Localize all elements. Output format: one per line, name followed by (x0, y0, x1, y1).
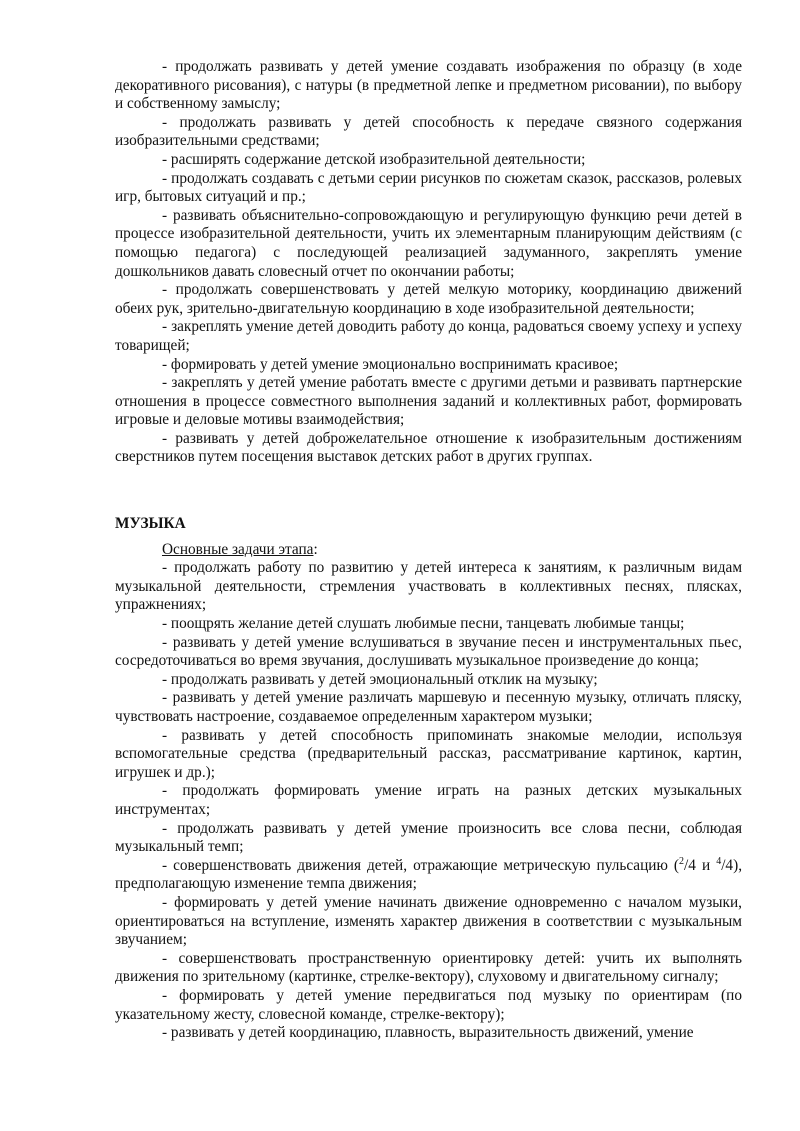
list-item: - поощрять желание детей слушать любимые песни, танцевать любимые танцы; (162, 615, 685, 633)
list-item: - продолжать создавать с детьми серии рисунков по сюжетам сказок, рассказов, ролевых игр, бытовых ситуаций и пр.; (115, 169, 742, 206)
meter-fraction-1-numerator: 2 (679, 855, 685, 867)
list-item: - продолжать развивать у детей умение создавать изображения по образцу (в ходе декоративного рисования), с натуры (в предметной лепке и предметном рисовании), по выбору и собственному замыслу; (115, 58, 742, 113)
list-item: - развивать у детей умение вслушиваться в звучание песен и инструментальных пьес, сосредоточиваться во время звучания, дослушивать музыкальное произведение до конца; (115, 633, 742, 670)
meter-fraction-2-denominator: /4 (721, 856, 734, 874)
meter-fraction-2-numerator: 4 (716, 855, 722, 867)
section-gap (115, 467, 742, 515)
list-item: - закреплять у детей умение работать вместе с другими детьми и развивать партнерские отношения в процессе совместного выполнения заданий и коллективных работ, формировать игровые и деловые мотивы взаимодействия; (115, 374, 742, 429)
art-task-list (115, 58, 742, 467)
list-item: - развивать у детей способность припоминать знакомые мелодии, используя вспомогательные средства (предварительный рассказ, рассматривание картинок, картин, игрушек и др.); (115, 726, 742, 781)
list-item: - развивать у детей координацию, плавность, выразительность движений, умение (162, 1024, 694, 1042)
tasks-label-line (115, 541, 742, 560)
list-item: - продолжать развивать у детей умение произносить все слова песни, соблюдая музыкальный темп; (115, 819, 742, 856)
list-item: - продолжать формировать умение играть на разных детских музыкальных инструментах; (115, 782, 742, 818)
list-item: - формировать у детей умение начинать движение одновременно с началом музыки, ориентироваться на вступление, изменять характер движения в соответствии с музыкальным звучанием; (115, 893, 742, 949)
document-page (115, 58, 742, 1043)
list-item: - расширять содержание детской изобразительной деятельности; (162, 150, 586, 168)
list-item: - продолжать развивать у детей способность к передаче связного содержания изобразительными средствами; (115, 113, 742, 150)
list-item: - совершенствовать пространственную ориентировку детей: учить их выполнять движения по зрительному (картинке, стрелке-вектору), слуховому и двигательному сигналу; (115, 949, 742, 986)
meter-conjunction: и (695, 856, 717, 874)
meter-fraction-1-denominator: /4 (684, 856, 696, 874)
list-item: - развивать у детей доброжелательное отношение к изобразительным достижениям сверстников путем посещения выставок детских работ в других группах. (115, 429, 742, 466)
list-item: - продолжать совершенствовать у детей мелкую моторику, координацию движений обеих рук, зрительно-двигательную координацию в ходе изобразительной деятельности; (115, 281, 742, 317)
meter-text-a: - совершенствовать движения детей, отражающие метрическую пульсацию ( (162, 856, 680, 874)
list-item: - развивать объяснительно-сопровождающую и регулирующую функцию речи детей в процессе изобразительной деятельности, учить их элементарным планирующим действиям (с помощью педагога) с последующей реализацией задуманного, закреплять умение дошкольников давать словесный отчет по окончании работы; (115, 206, 742, 280)
tasks-colon: : (313, 540, 318, 558)
list-item: - продолжать работу по развитию у детей интереса к занятиям, к различным видам музыкальной деятельности, стремления участвовать в коллективных песнях, плясках, упражнениях; (115, 559, 742, 614)
meter-text-b: ), предполагающую изменение темпа движения; (115, 856, 743, 893)
music-task-list (115, 559, 742, 1042)
list-item: - формировать у детей умение эмоционально воспринимать красивое; (162, 355, 619, 373)
list-item: - продолжать развивать у детей эмоциональный отклик на музыку; (162, 670, 598, 688)
list-item: - формировать у детей умение передвигаться под музыку по ориентирам (по указательному жесту, словесной команде, стрелке-вектору); (115, 986, 742, 1023)
section-heading-music: МУЗЫКА (115, 515, 186, 533)
list-item: - закреплять умение детей доводить работу до конца, радоваться своему успеху и успеху товарищей; (115, 318, 742, 354)
list-item-meter (115, 857, 742, 894)
list-item: - развивать у детей умение различать маршевую и песенную музыку, отличать пляску, чувствовать настроение, создаваемое определенным характером музыки; (115, 689, 742, 725)
tasks-label: Основные задачи этапа (162, 540, 314, 558)
